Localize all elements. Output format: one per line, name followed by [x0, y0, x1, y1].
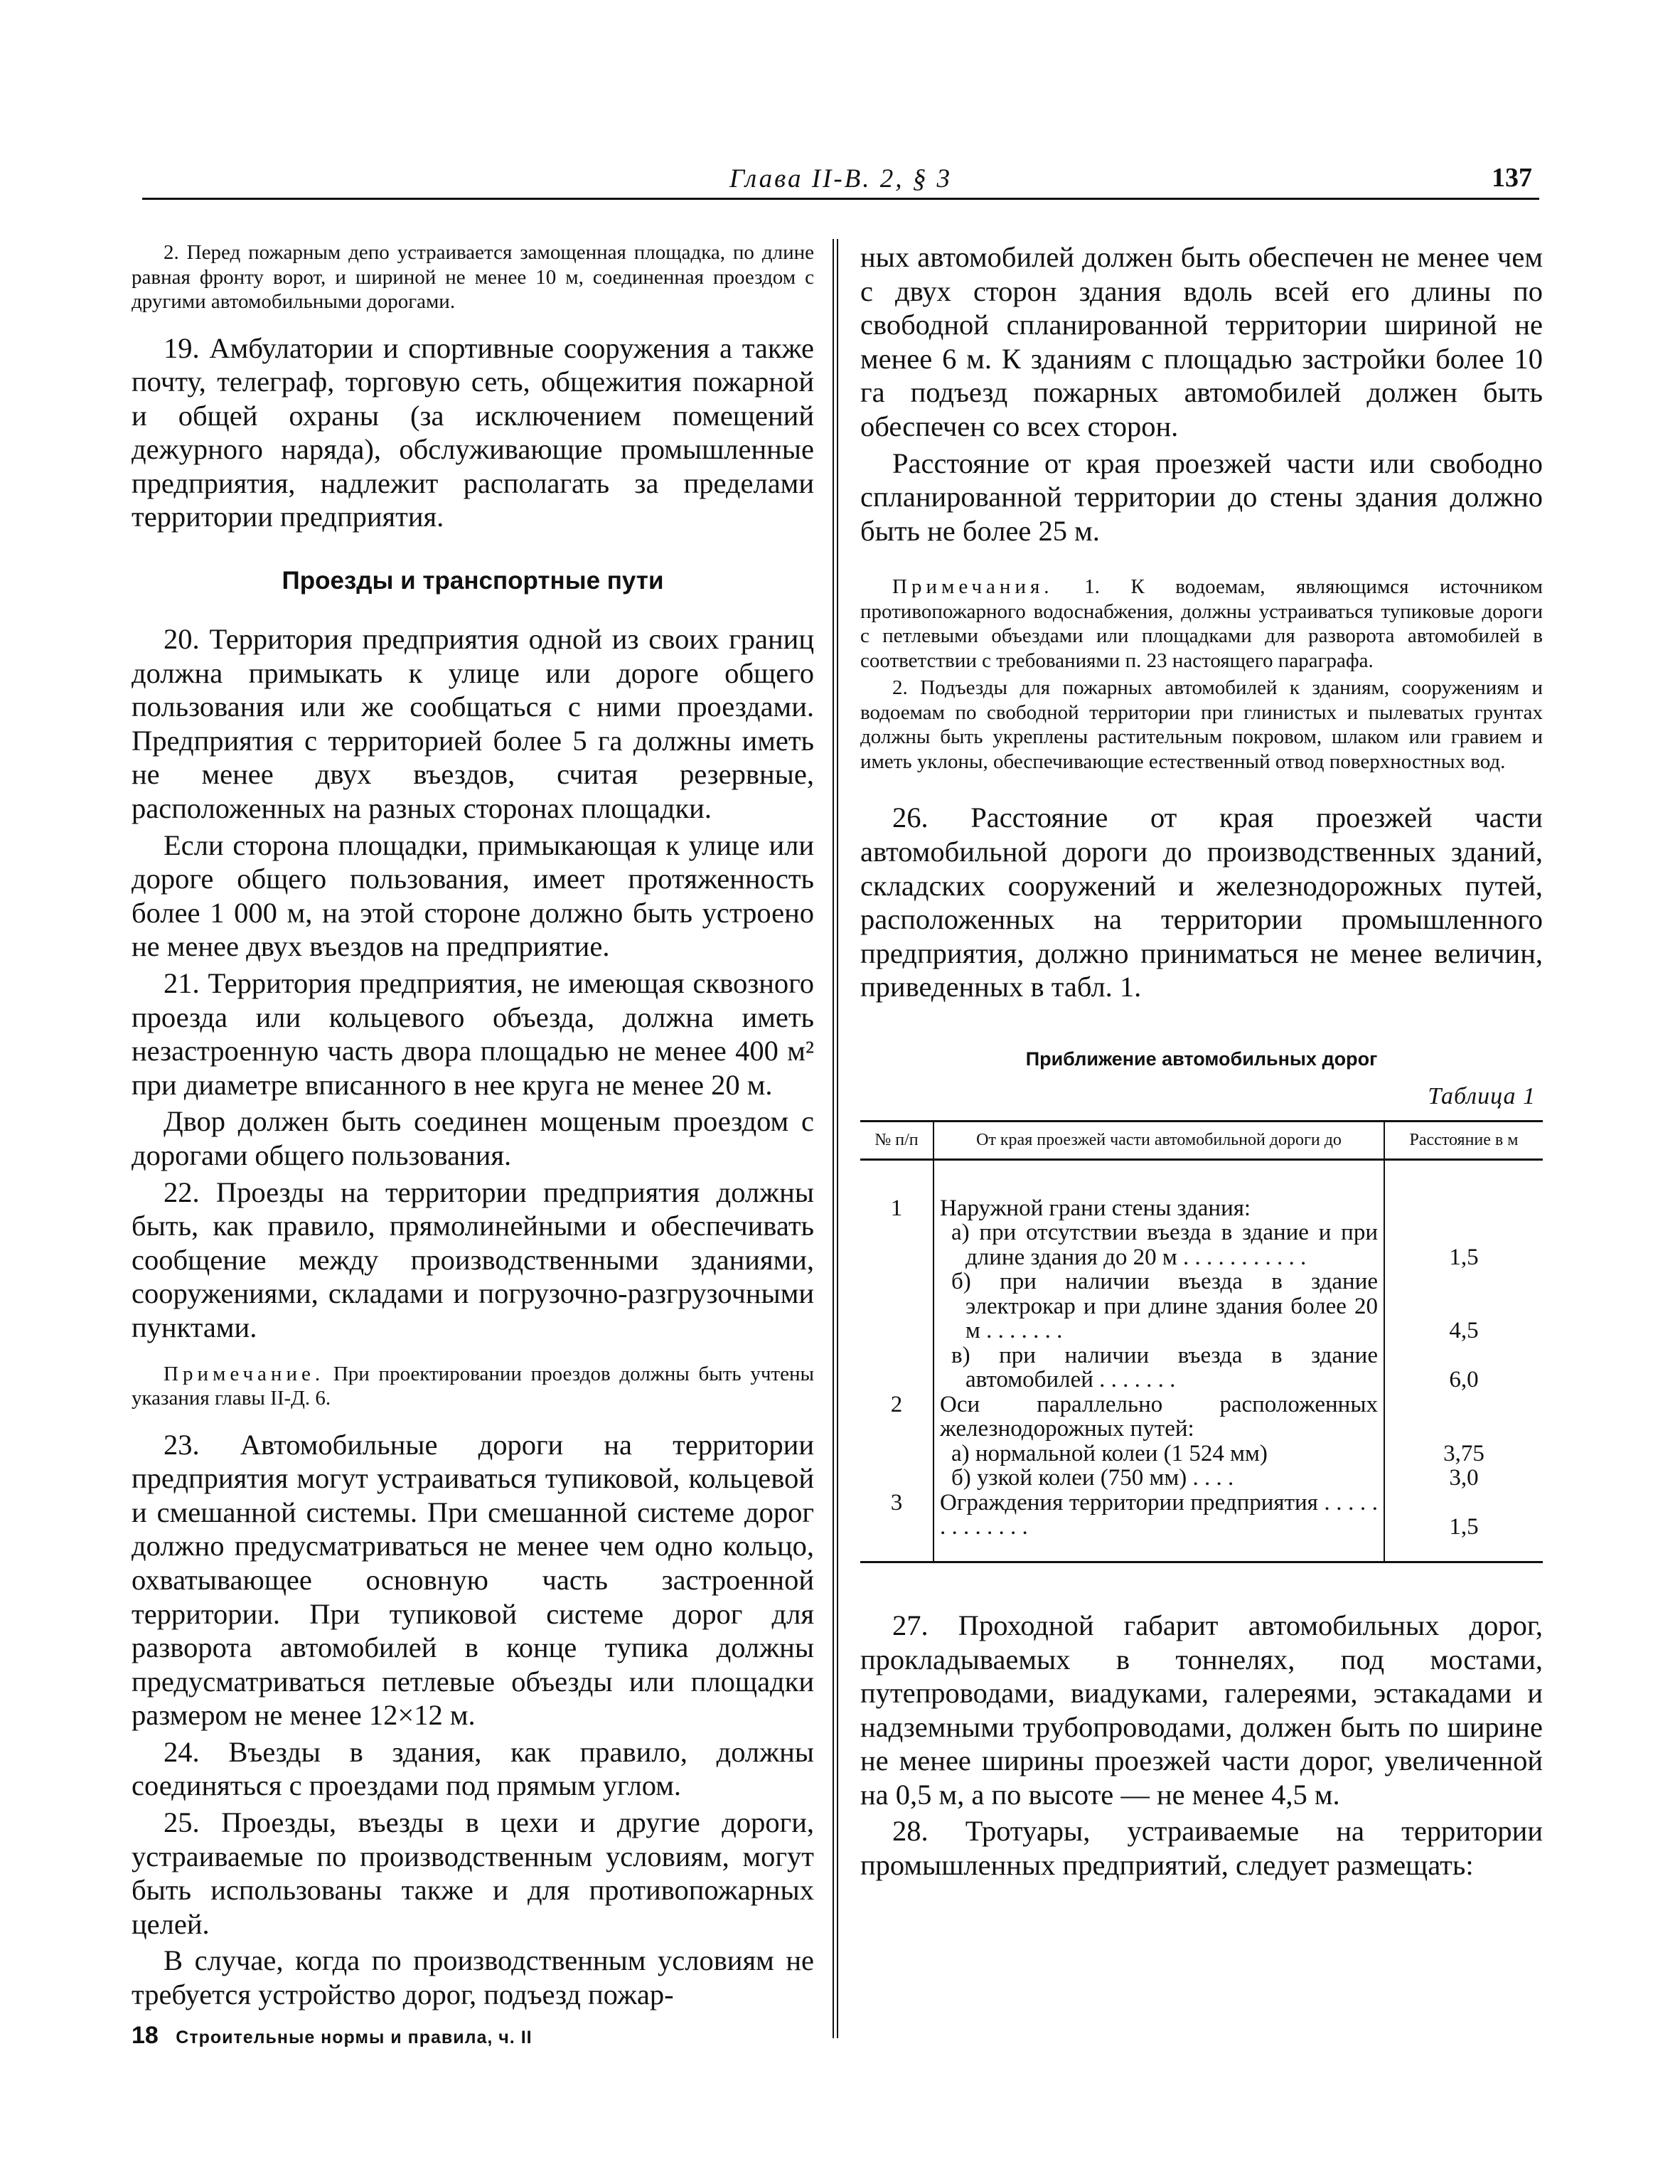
row-sub-label: б) узкой колеи (750 мм) . . . .: [951, 1465, 1234, 1491]
note-paragraph: 2. Подъезды для пожарных автомобилей к зданиям, сооружениям и водоемам по свободной территории при глинистых и пылеватых грунтах должны быть укреплены растительным покровом, шлаком или гравием и иметь уклоны, обеспечивающие естественный отвод поверхностных вод.: [860, 676, 1543, 773]
spacer: [860, 1563, 1543, 1609]
row-sub-label: а) нормальной колеи (1 524 мм): [951, 1440, 1268, 1466]
spacer: [860, 550, 1543, 575]
paragraph-21-continued: Двор должен быть соединен мощеным проездом с дорогами общего пользования.: [132, 1105, 814, 1171]
row-value: 3,75: [1443, 1440, 1484, 1466]
row-number: 3: [860, 1491, 933, 1540]
row-number: 2: [860, 1392, 933, 1442]
spacer: [132, 1348, 814, 1362]
sheet-number: 18: [132, 2022, 159, 2049]
table-bottom-row: [860, 1540, 1543, 1562]
table-row: [860, 1466, 1543, 1491]
table-row: [860, 1343, 1543, 1392]
paragraph-19: 19. Амбулатории и спортивные сооружения а также почту, телеграф, торговую сеть, общежития пожарной и общей охраны (за исключением помещений дежурного наряда), обслуживающие промышленные предприятия, надлежит располагать за пределами территории предприятия.: [132, 331, 814, 533]
table-row: [860, 1220, 1543, 1269]
paragraph-21: 21. Территория предприятия, не имеющая сквозного проезда или кольцевого объезда, должна иметь незастроенную часть двора площадью не менее 400 м² при диаметре вписанного в нее круга не менее 20 м.: [132, 967, 814, 1101]
paragraph-25-distance: Расстояние от края проезжей части или свободно спланированной территории до стены здания должно быть не более 25 м.: [860, 447, 1543, 547]
paragraph-20-continued: Если сторона площадки, примыкающая к улице или дороге общего пользования, имеет протяженность более 1 000 м, на этой стороне должно быть устроено не менее двух въездов на предприятие.: [132, 829, 814, 963]
page-footer: [132, 2022, 533, 2050]
row-value: 4,5: [1449, 1318, 1479, 1344]
paragraph-25-continued: В случае, когда по производственным условиям не требуется устройство дорог, подъезд пожар-: [132, 1944, 814, 2011]
note-paragraph: [132, 1362, 814, 1411]
row-sub-label: а) при отсутствии въезда в здание и при длине здания до 20 м . . . . . . . . . . .: [951, 1220, 1378, 1270]
left-column: [132, 240, 814, 2015]
paragraph-25-continued: ных автомобилей должен быть обеспечен не менее чем с двух сторон здания вдоль всей его длины по свободной спланированной территории шириной не менее 6 м. К зданиям с площадью застройки более 10 га подъезд пожарных автомобилей должен быть обеспечен со всех сторон.: [860, 241, 1543, 442]
table-row: [860, 1491, 1543, 1540]
column-header-number: № п/п: [860, 1121, 933, 1159]
running-header: [142, 158, 1539, 200]
note-1-text: 1. К водоемам, являющимся источником противопожарного водоснабжения, должны устраиваться тупиковые дороги с петлевыми объездами или площадками для разворота автомобилей в соответствии с требованиями п. 23 настоящего параграфа.: [860, 575, 1543, 672]
note-paragraph: 2. Перед пожарным депо устраивается замощенная площадка, по длине равная фронту ворот, и шириной не менее 10 м, соединенная проездом с другими автомобильными дорогами.: [132, 241, 814, 313]
row-value: 6,0: [1449, 1367, 1479, 1393]
paragraph-28: 28. Тротуары, устраиваемые на территории промышленных предприятий, следует размещать:: [860, 1815, 1543, 1882]
row-value: 1,5: [1449, 1244, 1479, 1270]
table-spacer-row: [860, 1159, 1543, 1196]
row-number: 1: [860, 1196, 933, 1221]
table-title: Приближение автомобильных дорог: [1025, 1048, 1378, 1070]
paragraph-25: 25. Проезды, въезды в цехи и другие дороги, устраиваемые по производственным условиям, могут быть использованы также и для противопожарных целей.: [132, 1806, 814, 1940]
table-header-row: [860, 1121, 1543, 1159]
table-label: Таблица 1: [1428, 1082, 1536, 1109]
paragraph-26: 26. Расстояние от края проезжей части автомобильной дороги до производственных зданий, складских сооружений и железнодорожных путей, расположенных на территории промышленного предприятия, должно приниматься не менее величин, приведенных в табл. 1.: [860, 801, 1543, 1003]
row-value: 1,5: [1449, 1514, 1479, 1540]
footer-title: Строительные нормы и правила, ч. II: [176, 2028, 533, 2047]
row-sub-label: б) при наличии въезда в здание электрокар и при длине здания более 20 м . . . . . . .: [951, 1269, 1378, 1344]
spacer: [132, 1414, 814, 1428]
table-row: [860, 1442, 1543, 1466]
table-row: [860, 1196, 1543, 1221]
chapter-reference: Глава II-В. 2, § 3: [729, 164, 953, 193]
distance-table: [860, 1120, 1543, 1563]
table-row: [860, 1392, 1543, 1442]
note-paragraph: [860, 575, 1543, 673]
spacer: [860, 777, 1543, 801]
section-heading: Проезды и транспортные пути: [282, 567, 664, 595]
column-divider: [833, 239, 838, 2038]
paragraph-22: 22. Проезды на территории предприятия должны быть, как правило, прямолинейными и обеспечивать сообщение между производственными зданиями, сооружениями, складами и погрузочно-разгрузочными пунктами.: [132, 1176, 814, 1343]
row-value: 3,0: [1449, 1465, 1479, 1491]
paragraph-20: 20. Территория предприятия одной из своих границ должна примыкать к улице или дороге общего пользования или же сообщаться с ними проездами. Предприятия с территорией более 5 га должны иметь не менее двух въездов, считая резервные, расположенных на разных сторонах площадки.: [132, 623, 814, 825]
column-header-from: От края проезжей части автомобильной дороги до: [933, 1121, 1384, 1159]
row-label: Ограждения территории предприятия . . . . . . . . . . . . .: [933, 1491, 1384, 1540]
column-header-distance: Расстояние в м: [1384, 1121, 1543, 1159]
row-label: Наружной грани стены здания:: [933, 1196, 1384, 1221]
page-number: 137: [1492, 163, 1532, 193]
paragraph-24: 24. Въезды в здания, как правило, должны соединяться с проездами под прямым углом.: [132, 1735, 814, 1802]
table-row: [860, 1269, 1543, 1343]
note-text: При проектировании проездов должны быть учтены указания главы II-Д. 6.: [132, 1362, 815, 1410]
note-label: Примечание.: [164, 1362, 325, 1385]
paragraph-27: 27. Проходной габарит автомобильных дорог, прокладываемых в тоннелях, под мостами, путепроводами, виадуками, галереями, эстакадами и надземными трубопроводами, должен быть по ширине не менее ширины проезжей части дорог, увеличенной на 0,5 м, а по высоте — не менее 4,5 м.: [860, 1609, 1543, 1811]
paragraph-23: 23. Автомобильные дороги на территории предприятия могут устраиваться тупиковой, кольцевой и смешанной системы. При смешанной системе дорог должно предусматриваться не менее чем одно кольцо, охватывающее основную часть застроенной территории. При тупиковой системе дорог для разворота автомобилей в конце тупика должны предусматриваться петлевые объезды или площадки размером не менее 12×12 м.: [132, 1428, 814, 1732]
row-sub-label: в) при наличии въезда в здание автомобилей . . . . . . .: [951, 1342, 1378, 1393]
notes-label: Примечания.: [892, 575, 1054, 599]
row-label: Оси параллельно расположенных железнодорожных путей:: [933, 1392, 1384, 1442]
spacer: [132, 317, 814, 331]
right-column: [860, 240, 1543, 1885]
